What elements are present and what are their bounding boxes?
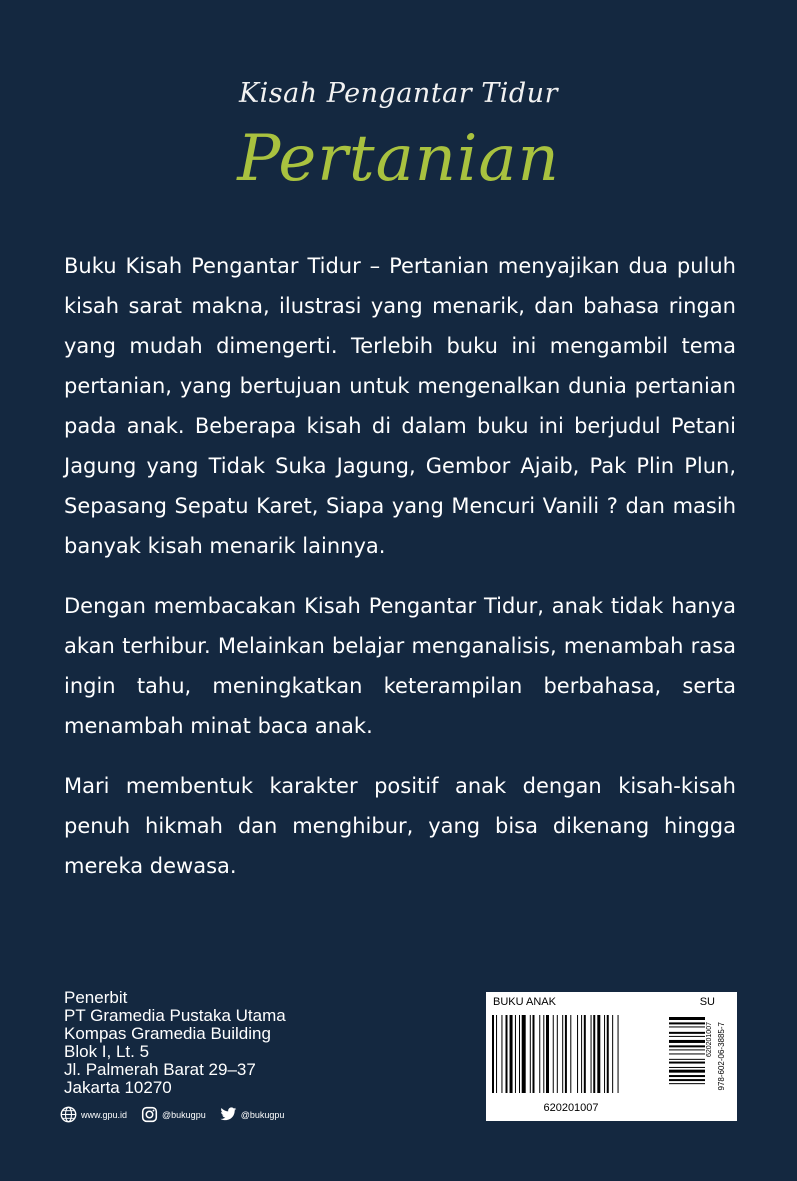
publisher-name: PT Gramedia Pustaka Utama xyxy=(64,1006,286,1025)
blurb-paragraph-3: Mari membentuk karakter positif anak dengan kisah-kisah penuh hikmah dan menghibur, yang bisa dikenang hingga mereka dewasa. xyxy=(64,774,736,878)
blurb xyxy=(64,246,736,906)
series-title: Kisah Pengantar Tidur xyxy=(239,78,558,109)
instagram-label: @bukugpu xyxy=(162,1109,206,1120)
publisher-info xyxy=(64,989,286,1097)
blurb-paragraph-1: Buku Kisah Pengantar Tidur – Pertanian menyajikan dua puluh kisah sarat makna, ilustrasi yang menarik, dan bahasa ringan yang mudah dimengerti. Terlebih buku ini mengambil tema pertanian, yang bertujuan untuk mengenalkan dunia pertanian pada anak. Beberapa kisah di dalam buku ini berjudul Petani Jagung yang Tidak Suka Jagung, Gembor Ajaib, Pak Plin Plun, Sepasang Sepatu Karet, Siapa yang Mencuri Vanili ? dan masih banyak kisah menarik lainnya. xyxy=(64,254,736,558)
barcode-side-bars xyxy=(669,1017,705,1099)
website-label: www.gpu.id xyxy=(81,1109,128,1120)
publisher-label: Penerbit xyxy=(64,988,128,1007)
publisher-city: Jakarta 10270 xyxy=(64,1078,172,1097)
blurb-paragraph-2: Dengan membacakan Kisah Pengantar Tidur, anak tidak hanya akan terhibur. Melainkan belajar menganalisis, menambah rasa ingin tahu, meningkatkan keterampilan berbahasa, serta menambah minat baca anak. xyxy=(64,594,736,738)
barcode-code: SU xyxy=(699,996,715,1008)
twitter-icon xyxy=(220,1106,237,1123)
instagram-link[interactable] xyxy=(141,1106,206,1123)
publisher-street: Jl. Palmerah Barat 29–37 xyxy=(64,1060,256,1079)
barcode-category: BUKU ANAK xyxy=(493,996,556,1008)
barcode-small-number: 620201007 xyxy=(706,1022,713,1058)
barcode-panel xyxy=(486,992,737,1121)
barcode-number: 620201007 xyxy=(543,1102,599,1114)
publisher-block: Blok I, Lt. 5 xyxy=(64,1042,150,1061)
globe-icon xyxy=(60,1106,77,1123)
twitter-link[interactable] xyxy=(220,1106,285,1123)
barcode-isbn: 978-602-06-3885-7 xyxy=(717,1022,726,1091)
barcode-bars xyxy=(492,1015,642,1093)
book-title: Pertanian xyxy=(237,122,560,196)
website-link[interactable] xyxy=(60,1106,127,1123)
twitter-label: @bukugpu xyxy=(240,1109,285,1120)
instagram-icon xyxy=(141,1106,158,1123)
publisher-building: Kompas Gramedia Building xyxy=(64,1024,271,1043)
social-links xyxy=(60,1106,284,1123)
